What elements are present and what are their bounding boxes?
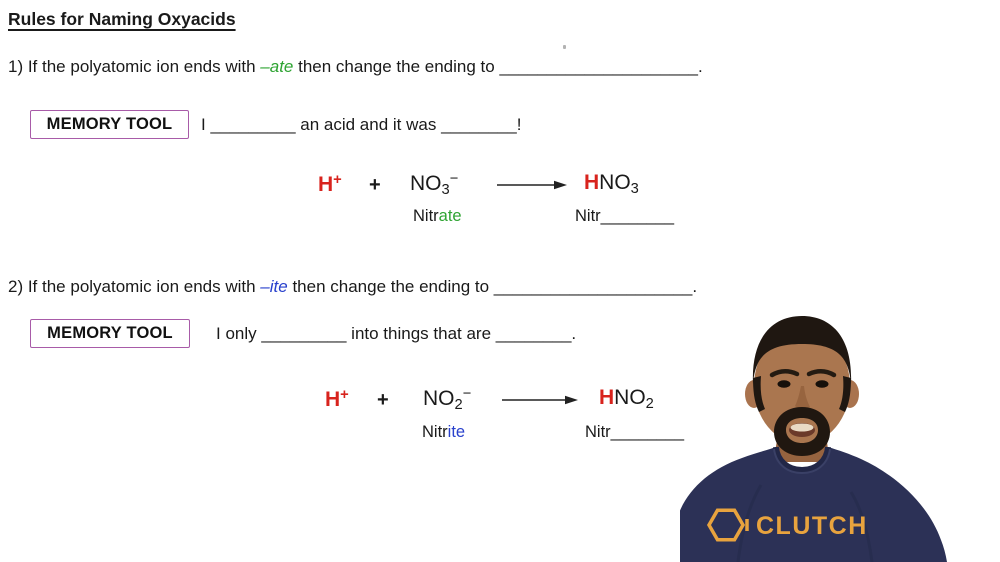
eq1-product-name	[575, 207, 674, 226]
eq2-hydrogen-ion	[325, 387, 349, 412]
eq2-product-name-blank: ________	[610, 423, 685, 441]
memory2-blank1: _________	[261, 324, 347, 343]
rule-1-middle: then change the ending to	[293, 57, 500, 76]
rule-1-suffix-ate: –ate	[260, 57, 294, 76]
eq2-ion-name-suffix: ite	[447, 423, 466, 441]
memory-tool-sentence-2	[216, 324, 576, 344]
memory1-blank1: _________	[210, 115, 296, 134]
person-teeth	[791, 424, 814, 432]
eq1-product-hno3	[584, 171, 639, 197]
eq2-product-hno2	[599, 386, 654, 412]
eq2-product-name-base: Nitr	[585, 423, 611, 441]
eq2-h-charge: +	[340, 387, 349, 403]
eq2-ion-subscript: 2	[454, 397, 463, 413]
eq1-ion-charge: −	[449, 171, 459, 187]
reaction-arrow-1	[497, 178, 567, 192]
rule-2-text	[8, 277, 697, 297]
person-shirt	[680, 447, 947, 562]
page-title: Rules for Naming Oxyacids	[8, 9, 236, 29]
memory2-part3: .	[571, 324, 577, 343]
rule-2-middle: then change the ending to	[287, 277, 494, 296]
rule-2-suffix-ite: –ite	[260, 277, 288, 296]
eq1-product-name-base: Nitr	[575, 207, 601, 225]
eq1-plus-sign: +	[369, 174, 381, 196]
eq1-ion-name-suffix: ate	[438, 207, 462, 225]
rule-2-period: .	[692, 277, 698, 296]
memory1-part3: !	[516, 115, 522, 134]
rule-2-prefix: 2) If the polyatomic ion ends with	[8, 277, 261, 296]
eq1-product-name-blank: ________	[600, 207, 675, 225]
memory-tool-sentence-1	[201, 115, 521, 135]
eq1-ion-name-base: Nitr	[413, 207, 439, 225]
eq2-product-name	[585, 423, 684, 442]
person-eye-right	[816, 380, 829, 388]
shirt-logo-text: CLUTCH	[756, 512, 868, 540]
eq2-ion-name	[422, 423, 465, 442]
eq1-h-charge: +	[333, 172, 342, 188]
person-eye-left	[778, 380, 791, 388]
eq1-h: H	[318, 173, 334, 196]
memory2-blank2: ________	[495, 324, 572, 343]
memory-tool-box-2	[30, 319, 190, 348]
memory2-part2: into things that are	[346, 324, 496, 343]
eq2-ion-base: NO	[423, 387, 455, 410]
memory1-blank2: ________	[441, 115, 517, 134]
memory-tool-label-2: MEMORY TOOL	[47, 324, 173, 342]
memory1-part1: I	[201, 115, 211, 134]
eq2-product-h: H	[599, 386, 615, 409]
eq1-product-subscript: 3	[630, 181, 639, 197]
eq2-product-base: NO	[614, 386, 646, 409]
memory-tool-label-1: MEMORY TOOL	[46, 115, 173, 133]
eq2-ion-charge: −	[462, 386, 472, 402]
eq1-product-h: H	[584, 171, 600, 194]
eq1-product-base: NO	[599, 171, 631, 194]
eq1-nitrate-ion	[410, 171, 458, 198]
rule-1-prefix: 1) If the polyatomic ion ends with	[8, 57, 261, 76]
rule-1-blank: _____________________	[499, 57, 698, 76]
eq1-hydrogen-ion	[318, 172, 342, 197]
rule-1-text	[8, 57, 703, 77]
rule-1-period: .	[698, 57, 703, 76]
rule-2-blank: _____________________	[493, 277, 693, 296]
memory1-part2: an acid and it was	[295, 115, 442, 134]
eq2-nitrite-ion	[423, 386, 471, 413]
eq1-ion-name	[413, 207, 462, 226]
eq2-plus-sign: +	[377, 389, 389, 411]
eq2-h: H	[325, 388, 341, 411]
eq1-ion-base: NO	[410, 172, 442, 195]
eq2-ion-name-base: Nitr	[422, 423, 448, 441]
eq1-ion-subscript: 3	[441, 182, 450, 198]
stray-mark	[563, 45, 566, 49]
memory2-part1: I only	[216, 324, 262, 343]
memory-tool-box-1	[30, 110, 189, 139]
reaction-arrow-2	[502, 393, 578, 407]
instructor-photo	[680, 300, 1000, 562]
eq2-product-subscript: 2	[645, 396, 654, 412]
